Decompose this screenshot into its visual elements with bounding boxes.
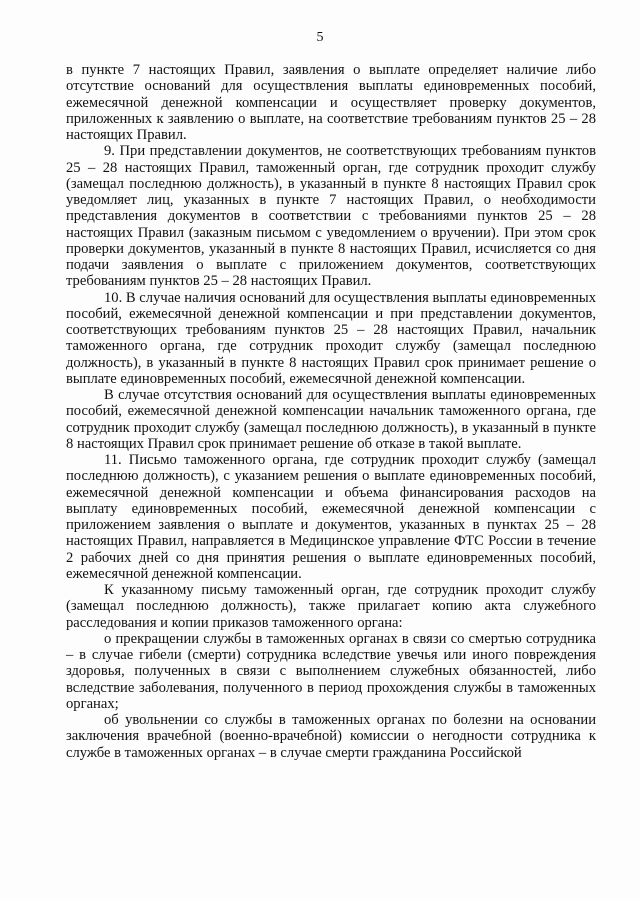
paragraph-10-refusal: В случае отсутствия оснований для осуществления выплаты единовременных пособий, ежемесячной денежной компенсации начальник таможенного органа, где сотрудник проходит службу (замещал последнюю должность), в указанный в пункте 8 настоящих Правил срок принимает решение об отказе в такой выплате. [66,387,596,452]
page-number: 5 [316,30,324,45]
list-item-termination: о прекращении службы в таможенных органах в связи со смертью сотрудника – в случае гибели (смерти) сотрудника вследствие увечья или иного повреждения здоровья, полученных в связи с выполнением служебных обязанностей, либо вследствие заболевания, полученного в период прохождения службы в таможенных органах; [66,630,596,712]
paragraph-continuation: в пункте 7 настоящих Правил, заявления о выплате определяет наличие либо отсутствие оснований для осуществления выплаты единовременных пособий, ежемесячной денежной компенсации и осуществляет проверку документов, приложенных к заявлению о выплате, на соответствие требованиям пунктов 25 – 28 настоящих Правил. [66,62,596,143]
paragraph-9: 9. При представлении документов, не соответствующих требованиям пунктов 25 – 28 настоящих Правил, таможенный орган, где сотрудник проходит службу (замещал последнюю должность), в указанный в пункте 8 настоящих Правил срок уведомляет лиц, указанных в пункте 7 настоящих Правил, о необходимости представления документов в соответствии с требованиями пунктов 25 – 28 настоящих Правил (заказным письмом с уведомлением о вручении). При этом срок проверки документов, указанный в пункте 8 настоящих Правил, исчисляется со дня подачи заявления о выплате с приложением документов, соответствующих требованиям пунктов 25 – 28 настоящих Правил. [66,143,596,290]
document-body [66,62,596,761]
list-item-dismissal: об увольнении со службы в таможенных органах по болезни на основании заключения врачебной (военно-врачебной) комиссии о негодности сотрудника к службе в таможенных органах – в случае смерти гражданина Российской [66,712,596,761]
paragraph-10: 10. В случае наличия оснований для осуществления выплаты единовременных пособий, ежемесячной денежной компенсации и при представлении документов, соответствующих требованиям пунктов 25 – 28 настоящих Правил, начальник таможенного органа, где сотрудник проходит службу (замещал последнюю должность), в указанный в пункте 8 настоящих Правил срок принимает решение о выплате единовременных пособий, ежемесячной денежной компенсации. [66,289,596,387]
paragraph-11-attachments: К указанному письму таможенный орган, где сотрудник проходит службу (замещал последнюю должность), также прилагает копию акта служебного расследования и копии приказов таможенного органа: [66,582,596,631]
paragraph-11: 11. Письмо таможенного органа, где сотрудник проходит службу (замещал последнюю должность), с указанием решения о выплате единовременных пособий, ежемесячной денежной компенсации и объема финансирования расходов на выплату единовременных пособий, ежемесячной денежной компенсации с приложением заявления о выплате и документов, указанных в пунктах 25 – 28 настоящих Правил, направляется в Медицинское управление ФТС России в течение 2 рабочих дней со дня принятия решения о выплате единовременных пособий, ежемесячной денежной компенсации. [66,452,596,582]
